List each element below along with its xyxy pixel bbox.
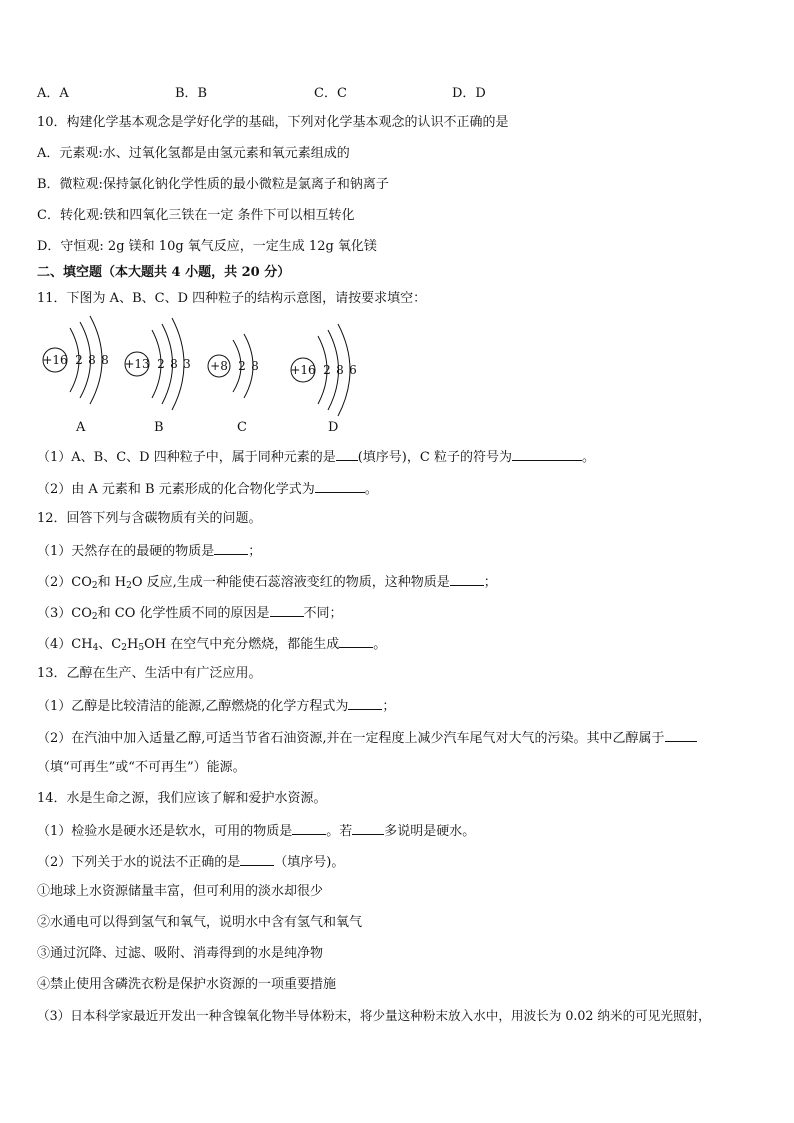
answer-blank[interactable] <box>450 572 484 586</box>
q12-part3-text-a: （3）CO <box>37 606 92 621</box>
answer-blank[interactable] <box>348 696 382 710</box>
q11-part1-text-a: （1）A、B、C、D 四种粒子中，属于同种元素的是 <box>37 450 336 465</box>
atom-d-shell-1: 2 <box>323 363 331 377</box>
q14-choice-2: ②水通电可以得到氢气和氧气，说明水中含有氢气和氧气 <box>37 915 363 930</box>
q14-part2 <box>37 852 344 872</box>
q10-option-c: C．转化观:铁和四氧化三铁在一定 条件下可以相互转化 <box>37 208 355 223</box>
answer-blank[interactable] <box>352 821 384 835</box>
atom-b-shell-1: 2 <box>157 357 165 371</box>
q13-part2-text-a: （2）在汽油中加入适量乙醇,可适当节省石油资源,并在一定程度上减少汽车尾气对大气的污染。其中乙醇属于 <box>37 731 665 746</box>
q10-option-d: D．守恒观: 2g 镁和 10g 氧气反应，一定生成 12g 氧化镁 <box>37 239 377 254</box>
q12-part4-text-b: 、C <box>98 637 122 652</box>
subscript: 2 <box>91 612 98 622</box>
q12-part3-text-b: 和 CO 化学性质不同的原因是 <box>97 606 270 621</box>
atom-d-shell-3: 6 <box>349 363 357 377</box>
q12-part2-text-c: O 反应,生成一种能使石蕊溶液变红的物质，这种物质是 <box>131 575 450 590</box>
q13-part1-text-b: ； <box>382 699 396 714</box>
q12-part3 <box>37 603 343 623</box>
atom-c-shell-2: 8 <box>251 359 259 373</box>
answer-blank[interactable] <box>336 447 358 461</box>
q14-part3: （3）日本科学家最近开发出一种含镍氧化物半导体粉末，将少量这种粉末放入水中，用波长为 0.02 纳米的可见光照射， <box>37 1008 711 1023</box>
option-c: C．C <box>314 86 347 101</box>
answer-blank[interactable] <box>315 479 365 493</box>
q12-part4-text-c: H <box>126 637 139 652</box>
atom-a-shell-2: 8 <box>88 353 96 367</box>
answer-blank[interactable] <box>270 603 304 617</box>
q10-stem: 10．构建化学基本观念是学好化学的基础，下列对化学基本观念的认识不正确的是 <box>37 115 509 130</box>
q13-part2 <box>37 728 697 748</box>
atom-b-shell-3: 3 <box>183 357 191 371</box>
answer-blank[interactable] <box>665 728 697 742</box>
q11-part1-text-b: (填序号)，C 粒子的符号为 <box>357 450 512 465</box>
q12-part2-text-a: （2）CO <box>37 575 92 590</box>
subscript: 4 <box>92 643 99 653</box>
q11-part1-text-c: 。 <box>581 450 595 465</box>
answer-blank[interactable] <box>240 852 274 866</box>
atom-c-shell-1: 2 <box>238 359 246 373</box>
option-b: B．B <box>175 86 208 101</box>
subscript: 2 <box>126 581 132 591</box>
q12-part1 <box>37 541 261 561</box>
subscript: 2 <box>91 581 98 591</box>
q12-part4-text-a: （4）CH <box>37 637 93 652</box>
answer-blank[interactable] <box>512 447 582 461</box>
q11-part1 <box>37 447 595 467</box>
q14-part1-text-b: 。若 <box>326 824 353 839</box>
q14-stem: 14．水是生命之源，我们应该了解和爱护水资源。 <box>37 791 327 806</box>
subscript: 5 <box>138 643 145 653</box>
q11-part2-text-a: （2）由 A 元素和 B 元素形成的化合物化学式为 <box>37 482 315 497</box>
atom-d-nucleus: +16 <box>290 363 316 377</box>
atom-label-b: B <box>154 420 164 435</box>
subscript: 2 <box>121 643 127 653</box>
q13-part1-text-a: （1）乙醇是比较清洁的能源,乙醇燃烧的化学方程式为 <box>37 699 349 714</box>
q12-part3-text-c: 不同； <box>303 606 343 621</box>
atom-label-c: C <box>237 420 247 435</box>
q12-part4-text-e: 。 <box>373 637 387 652</box>
q10-option-a: A．元素观:水、过氧化氢都是由氢元素和氧元素组成的 <box>37 146 350 161</box>
q13-stem: 13．乙醇在生产、生活中有广泛应用。 <box>37 666 262 681</box>
q12-part4-text-d: OH 在空气中充分燃烧，都能生成 <box>144 637 340 652</box>
answer-blank[interactable] <box>292 821 326 835</box>
atom-a-shell-1: 2 <box>75 353 83 367</box>
section-heading: 二、填空题（本大题共 4 小题，共 20 分） <box>37 265 291 280</box>
q11-part2-text-b: 。 <box>364 482 378 497</box>
q13-part1 <box>37 696 395 716</box>
q11-part2 <box>37 479 378 499</box>
q11-stem: 11．下图为 A、B、C、D 四种粒子的结构示意图，请按要求填空： <box>37 291 427 306</box>
q14-part1-text-c: 多说明是硬水。 <box>384 824 476 839</box>
option-a: A．A <box>37 86 69 101</box>
option-d: D．D <box>452 86 486 101</box>
atom-d-shell-2: 8 <box>336 363 344 377</box>
atom-a-shell-3: 8 <box>101 353 109 367</box>
q12-stem: 12．回答下列与含碳物质有关的问题。 <box>37 511 262 526</box>
q12-part2-text-b: 和 H <box>97 575 127 590</box>
q14-part1-text-a: （1）检验水是硬水还是软水，可用的物质是 <box>37 824 293 839</box>
q12-part2-text-d: ； <box>483 575 497 590</box>
q14-part2-text-a: （2）下列关于水的说法不正确的是 <box>37 855 241 870</box>
atom-label-d: D <box>328 420 339 435</box>
q12-part1-text-a: （1）天然存在的最硬的物质是 <box>37 544 215 559</box>
answer-blank[interactable] <box>339 634 373 648</box>
q14-choice-4: ④禁止使用含磷洗衣粉是保护水资源的一项重要措施 <box>37 977 337 992</box>
atom-structure-diagram <box>0 312 794 432</box>
q12-part1-text-b: ； <box>248 544 262 559</box>
answer-blank[interactable] <box>214 541 248 555</box>
q14-part2-text-b: （填序号)。 <box>274 855 345 870</box>
q10-option-b: B．微粒观:保持氯化钠化学性质的最小微粒是氯离子和钠离子 <box>37 177 389 192</box>
atom-a-nucleus: +16 <box>42 353 68 367</box>
q14-choice-3: ③通过沉降、过滤、吸附、消毒得到的水是纯净物 <box>37 946 324 961</box>
q14-choice-1: ①地球上水资源储量丰富，但可利用的淡水却很少 <box>37 884 324 899</box>
atom-b-shell-2: 8 <box>170 357 178 371</box>
q12-part2 <box>37 572 497 592</box>
atom-label-a: A <box>76 420 86 435</box>
atom-b-nucleus: +13 <box>124 357 150 371</box>
atom-c-nucleus: +8 <box>210 359 228 373</box>
q14-part1 <box>37 821 475 841</box>
q12-part4 <box>37 634 386 654</box>
q13-part2-cont: （填“可再生”或“不可再生”）能源。 <box>37 760 246 775</box>
